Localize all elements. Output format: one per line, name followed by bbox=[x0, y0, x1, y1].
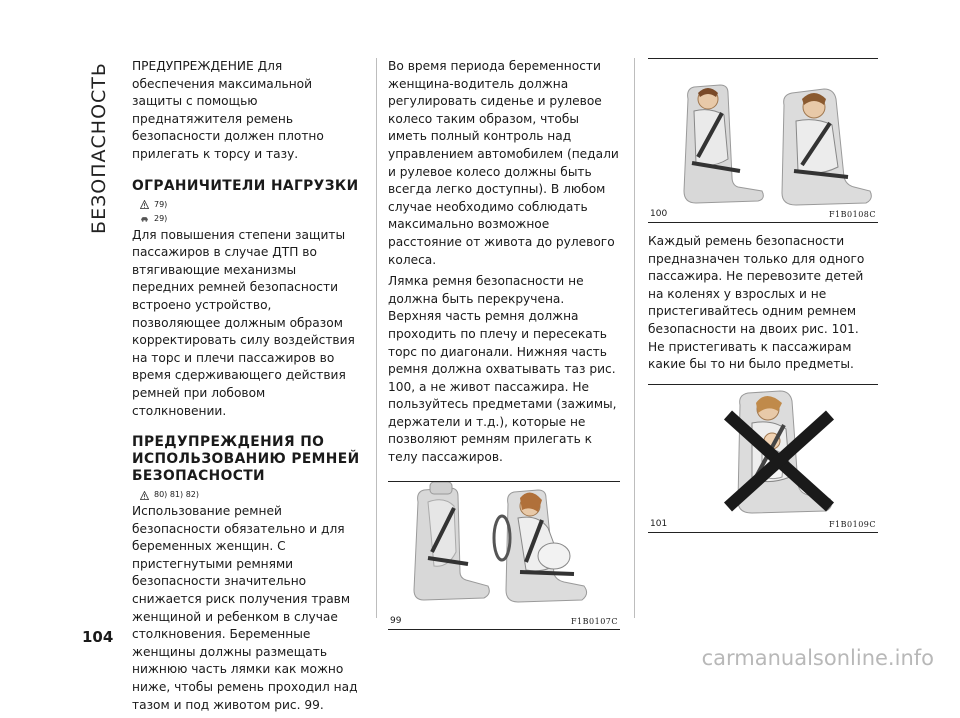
heading-load-limiters: ОГРАНИЧИТЕЛИ НАГРУЗКИ bbox=[132, 177, 359, 194]
car-note-icon bbox=[140, 214, 149, 223]
paragraph-load-limiters: Для повышения степени защиты пассажиров в случае ДТП во втягивающие механизмы передних ремней безопасности встроено устройство, позволяющее должным образом корректировать силу воздействия на торс и плечи пассажиров во время сдерживающего действия ремней при лобовом столкновении. bbox=[132, 227, 355, 418]
paragraph-driving-pregnancy: Во время периода беременности женщина-водитель должна регулировать сиденье и рулевое колесо таким образом, чтобы иметь полный контроль над управлением автомобилем (педали и рулевое колесо должны быть всегда легко доступны). В любом случае необходимо соблюдать максимально возможное расстояние от живота до рулевого колеса. bbox=[388, 59, 619, 267]
text-column-3 bbox=[648, 58, 878, 533]
column-divider bbox=[376, 58, 377, 618]
paragraph-one-person-per-belt: Каждый ремень безопасности предназначен только для одного пассажира. Не перевозите детей на коленях у взрослых и не пристегивайтесь одним ремнем безопасности на двоих рис. 101. Не пристегивать к пассажирам какие бы то ни было предметы. bbox=[648, 234, 865, 372]
figure-illustration bbox=[388, 482, 620, 614]
adults-seatbelt-illustration bbox=[648, 59, 878, 207]
note-reference: 29) bbox=[140, 213, 360, 225]
section-side-title: БЕЗОПАСНОСТЬ bbox=[88, 62, 110, 234]
figure-illustration bbox=[648, 59, 878, 207]
warning-paragraph: ПРЕДУПРЕЖДЕНИЕ Для обеспечения максимальной защиты с помощью преднатяжителя ремень безопасности должен плотно прилегать к торсу и тазу. bbox=[132, 59, 324, 161]
paragraph-belt-routing: Лямка ремня безопасности не должна быть перекручена. Верхняя часть ремня должна проходить по плечу и пересекать торс по диагонали. Нижняя часть ремня должна охватывать таз рис. 100, а не живот пассажира. Не пользуйтесь предметами (зажимы, держатели и т.д.), которые не позволяют ремням прилегать к телу пассажиров. bbox=[388, 274, 617, 465]
warning-triangle-icon bbox=[140, 491, 149, 500]
paragraph-pregnant-women: Использование ремней безопасности обязательно и для беременных женщин. С пристегнутыми ремнями безопасности значительно снижается риск получения травм женщиной и ребенком в случае столкновения. Беременные женщины должны размещать нижнюю часть лямки как можно ниже, чтобы ремень проходил над тазом и под животом рис. 99. bbox=[132, 504, 358, 712]
text-column-2 bbox=[388, 58, 620, 630]
warning-reference: 79) bbox=[140, 199, 360, 211]
watermark: carmanualsonline.info bbox=[701, 646, 934, 670]
figure-code: F1B0109C bbox=[829, 519, 876, 529]
pregnant-woman-seatbelt-illustration bbox=[388, 482, 620, 614]
figure-illustration bbox=[648, 385, 878, 517]
figure-101 bbox=[648, 384, 878, 533]
figure-caption bbox=[388, 614, 620, 630]
text-column-1 bbox=[132, 58, 360, 718]
figure-number: 100 bbox=[650, 209, 668, 219]
figure-100 bbox=[648, 58, 878, 223]
warning-reference: 80) 81) 82) bbox=[140, 489, 360, 501]
column-divider bbox=[634, 58, 635, 618]
page-number: 104 bbox=[82, 628, 114, 646]
figure-99 bbox=[388, 481, 620, 630]
warning-triangle-icon bbox=[140, 200, 149, 209]
figure-caption bbox=[648, 207, 878, 223]
figure-code: F1B0108C bbox=[829, 210, 876, 219]
figure-code: F1B0107C bbox=[571, 616, 618, 626]
figure-number: 101 bbox=[650, 518, 668, 529]
figure-caption bbox=[648, 517, 878, 533]
heading-seatbelt-warnings: ПРЕДУПРЕЖДЕНИЯ ПО ИСПОЛЬЗОВАНИЮ РЕМНЕЙ БЕЗОПАСНОСТИ bbox=[132, 434, 360, 485]
figure-number: 99 bbox=[390, 615, 402, 626]
child-on-lap-prohibited-illustration bbox=[648, 385, 878, 517]
